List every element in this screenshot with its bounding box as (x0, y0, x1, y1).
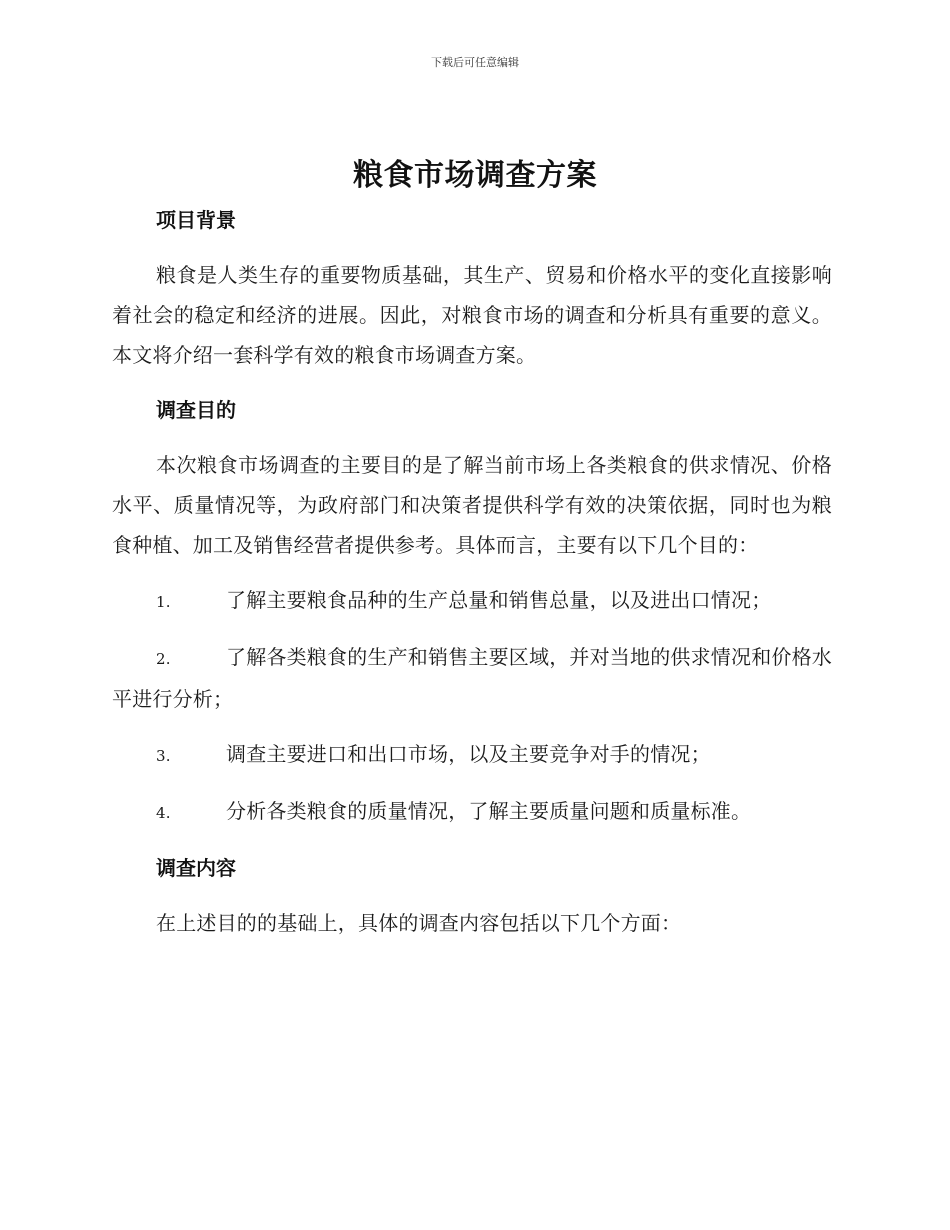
list-item (112, 734, 832, 776)
list-item-text: 分析各类粮食的质量情况，了解主要质量问题和质量标准。 (226, 799, 752, 823)
list-item-number: 1. (156, 593, 171, 611)
purpose-paragraph: 本次粮食市场调查的主要目的是了解当前市场上各类粮食的供求情况、价格水平、质量情况等，为政府部门和决策者提供科学有效的决策依据，同时也为粮食种植、加工及销售经营者提供参考。具体而言，主要有以下几个目的： (112, 453, 832, 557)
background-paragraph: 粮食是人类生存的重要物质基础，其生产、贸易和价格水平的变化直接影响着社会的稳定和经济的进展。因此，对粮食市场的调查和分析具有重要的意义。本文将介绍一套科学有效的粮食市场调查方案。 (112, 263, 832, 367)
list-item-number: 3. (156, 747, 171, 765)
section-heading-background: 项目背景 (156, 208, 236, 232)
page-header-note: 下载后可任意编辑 (431, 56, 519, 69)
list-item-text: 了解主要粮食品种的生产总量和销售总量，以及进出口情况； (226, 588, 772, 612)
section-heading-content: 调查内容 (156, 856, 236, 880)
content-paragraph: 在上述目的的基础上，具体的调查内容包括以下几个方面： (156, 911, 682, 935)
document-body (112, 200, 832, 943)
list-item-text: 调查主要进口和出口市场，以及主要竞争对手的情况； (226, 742, 711, 766)
list-item (112, 637, 832, 719)
list-item-text: 了解各类粮食的生产和销售主要区域，并对当地的供求情况和价格水平进行分析； (112, 645, 832, 711)
list-item (112, 791, 832, 833)
list-item-number: 2. (156, 650, 171, 668)
list-item-number: 4. (156, 804, 171, 822)
document-title: 粮食市场调查方案 (353, 158, 597, 193)
section-heading-purpose: 调查目的 (156, 398, 236, 422)
list-item (112, 580, 832, 622)
